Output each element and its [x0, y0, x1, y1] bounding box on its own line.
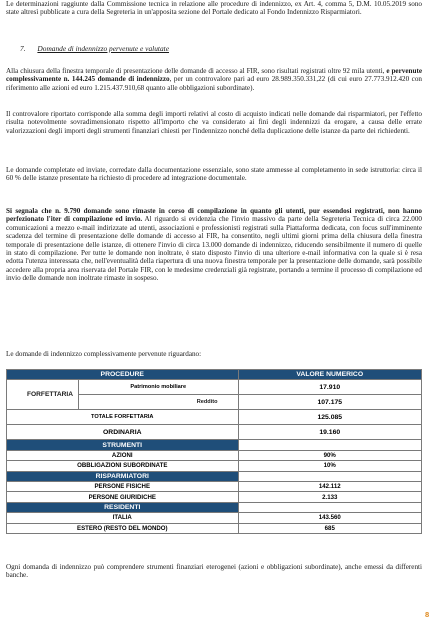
page-number: 8 — [425, 610, 430, 619]
header-valore: VALORE NUMERICO — [238, 370, 421, 380]
text-run: , per un controvalore pari ad euro 28.989.350.331,22 (di cui euro 27.773.912.420 con riferimento alle azioni ed euro 1.215.437.910,68 quanto alle obbligazioni subordinate). — [6, 75, 422, 92]
persone-fisiche-value: 142.112 — [238, 481, 421, 491]
text-run: Alla chiusura della finestra temporale di presentazione delle domande di accesso al FIR, sono risultati registrati oltre 92 mila utenti, — [6, 67, 387, 75]
strumenti-header: STRUMENTI — [7, 440, 239, 450]
paragraph-domande-pervenute — [6, 67, 422, 92]
table-row — [7, 461, 422, 471]
totale-forfettaria-label: TOTALE FORFETTARIA — [7, 410, 239, 425]
patrimonio-label: Patrimonio mobiliare — [78, 380, 238, 395]
paragraph-controvalore: Il controvalore riportato corrisponde alla somma degli importi relativi al costo di acquisto indicati nelle domande dai risparmiatori, per l'effetto risulta notevolmente sovradimensionato rispetto all'importo che va considerato ai fini degli indennizzi da erogare, a causa delle errate valorizzazioni degli importi degli strumenti finanziari chiesti per l'indennizzo nonché della duplicazione delle istanze da parte dei richiedenti. — [6, 110, 422, 135]
domande-table — [6, 369, 422, 534]
persone-fisiche-label: PERSONE FISICHE — [7, 481, 239, 491]
ordinaria-value: 19.160 — [238, 425, 421, 440]
italia-label: ITALIA — [7, 513, 239, 523]
table-row — [7, 523, 422, 533]
forfettaria-cell: FORFETTARIA — [7, 380, 79, 410]
table-row — [7, 481, 422, 491]
section-number: 7. — [20, 44, 26, 53]
reddito-value: 107.175 — [238, 395, 421, 410]
bold-run: Si segnala che n. 9.790 domande sono rimaste in corso di compilazione in quanto gli utenti, pur essendosi registrati, non hanno perfezionato l'iter di compilazione ed invio. — [6, 207, 422, 224]
ordinaria-label: ORDINARIA — [7, 425, 239, 440]
reddito-label: Reddito — [78, 395, 238, 410]
header-procedure: PROCEDURE — [7, 370, 239, 380]
obbligazioni-label: OBBLIGAZIONI SUBORDINATE — [7, 461, 239, 471]
section-fill — [238, 440, 421, 450]
residenti-header: RESIDENTI — [7, 502, 239, 512]
paragraph-riguardano: Le domande di indennizzo complessivamente pervenute riguardano: — [6, 350, 202, 358]
risparmiatori-header: RISPARMIATORI — [7, 471, 239, 481]
table-row — [7, 425, 422, 440]
text-run: Al riguardo si evidenzia che l'invio massivo da parte della Segreteria Tecnica di circa 22.000 comunicazioni a mezzo e-mail indirizzate ad utenti, associazioni e professionisti registrati sulla Piattaforma dedicata, con focus sull'imminente scadenza del termine di presentazione delle domande di accesso al FIR, ha consentito, negli ultimi giorni prima della chiusura della finestra temporale di presentazione delle istanze, di ottenere l'invio di circa 13.000 domande di indennizzo, riducendo sensibilmente il numero di quelle in stato di compilazione. Per tutte le domande non inoltrate, è stato disposto l'invio di una ulteriore e-mail informativa con la quale si è resa edotta l'utenza interessata che, nell'eventualità della riapertura di una nuova finestra temporale per la presentazione delle domande, sarà possibile accedere alla propria area riservata del Portale FIR, con le medesime credenziali già registrate, portando a termine il processo di compilazione ed invio delle domande non inoltrate rimaste in sospeso. — [6, 215, 423, 283]
section-heading — [20, 44, 169, 53]
paragraph-completate: Le domande completate ed inviate, corredate dalla documentazione essenziale, sono state ammesse al completamento in sede istruttoria: circa il 60 % delle istanze presentate ha richiesto di procedere ad integrazione documentale. — [6, 166, 422, 183]
section-row-residenti — [7, 502, 422, 512]
persone-giuridiche-label: PERSONE GIURIDICHE — [7, 492, 239, 502]
section-fill — [238, 471, 421, 481]
table-row — [7, 410, 422, 425]
obbligazioni-value: 10% — [238, 461, 421, 471]
patrimonio-value: 17.910 — [238, 380, 421, 395]
estero-label: ESTERO (RESTO DEL MONDO) — [7, 523, 239, 533]
table-row — [7, 513, 422, 523]
table-header-row — [7, 370, 422, 380]
bold-run: e pervenute complessivamente n. 144.245 domande di indennizzo — [6, 67, 422, 84]
section-row-risparmiatori — [7, 471, 422, 481]
table-row — [7, 380, 422, 395]
section-row-strumenti — [7, 440, 422, 450]
persone-giuridiche-value: 2.133 — [238, 492, 421, 502]
italia-value: 143.560 — [238, 513, 421, 523]
paragraph-compilazione — [6, 207, 422, 283]
section-fill — [238, 502, 421, 512]
estero-value: 685 — [238, 523, 421, 533]
section-title: Domande di indennizzo pervenute e valutate — [37, 44, 169, 53]
azioni-value: 90% — [238, 450, 421, 460]
totale-forfettaria-value: 125.085 — [238, 410, 421, 425]
table-row — [7, 450, 422, 460]
paragraph-commissione: Le determinazioni raggiunte dalla Commissione tecnica in relazione alle procedure di indennizzo, ex Art. 4, comma 5, D.M. 10.05.2019 sono state altresì pubblicate a cura della Segreteria in un'apposita sezione del Portale dedicato al Fondo Indennizzo Risparmiatori. — [6, 0, 422, 17]
table-row — [7, 492, 422, 502]
paragraph-eterogenei: Ogni domanda di indennizzo può comprendere strumenti finanziari eterogenei (azioni e obbligazioni subordinate), anche emessi da differenti banche. — [6, 563, 422, 580]
azioni-label: AZIONI — [7, 450, 239, 460]
